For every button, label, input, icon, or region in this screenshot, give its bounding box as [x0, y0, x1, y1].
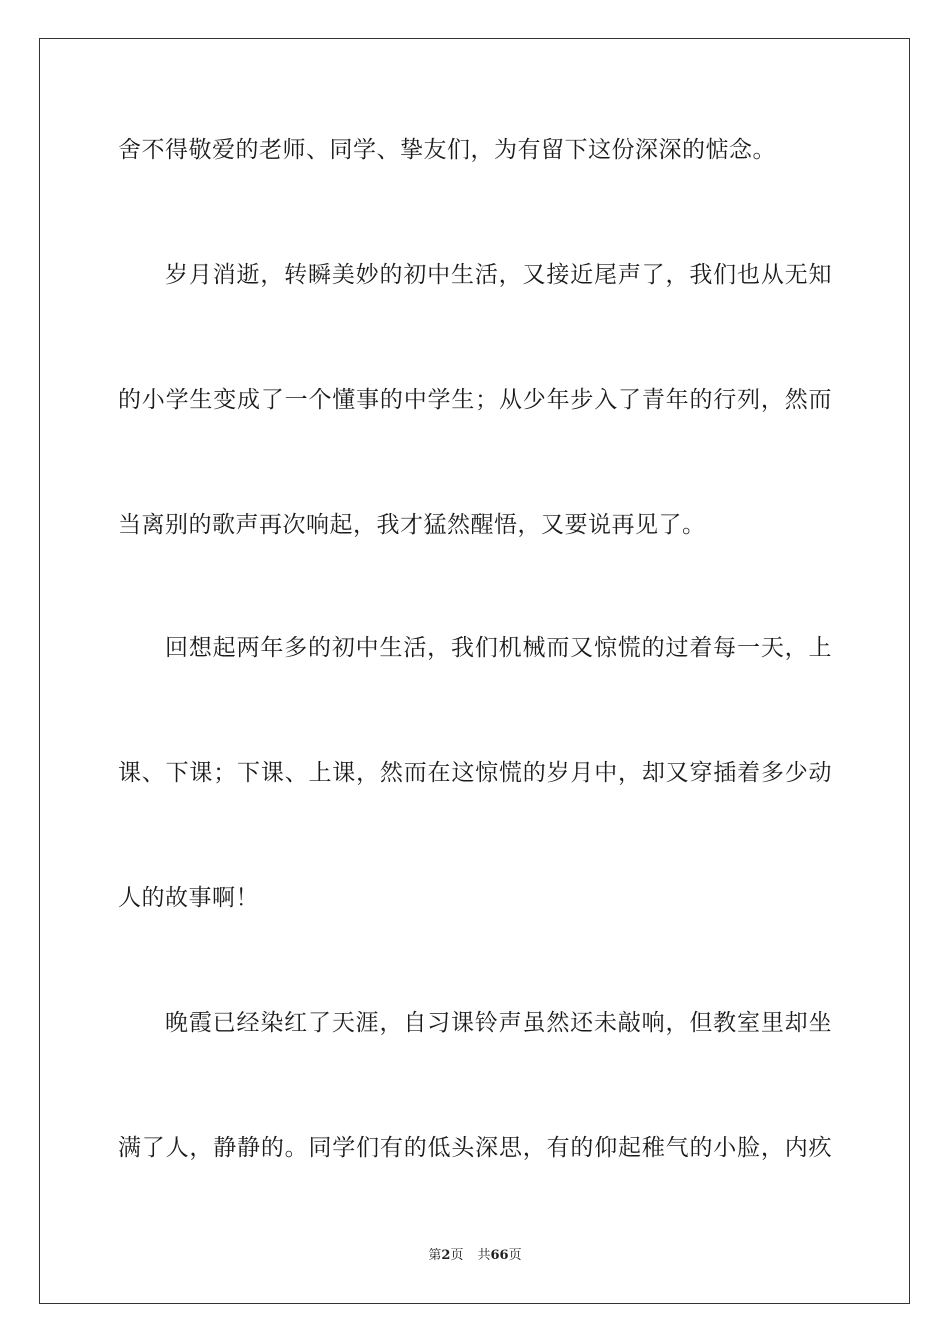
paragraph-line-7: 人的故事啊！ — [118, 885, 259, 911]
paragraph-line-1: 舍不得敬爱的老师、同学、挚友们，为有留下这份深深的惦念。 — [118, 137, 776, 163]
paragraph-line-6: 课、下课；下课、上课，然而在这惊慌的岁月中，却又穿插着多少动 — [118, 760, 832, 786]
page-footer — [0, 1247, 950, 1265]
footer-total-prefix: 共 — [477, 1248, 491, 1263]
paragraph-line-5: 回想起两年多的初中生活，我们机械而又惊慌的过着每一天，上 — [165, 635, 832, 661]
paragraph-line-4: 当离别的歌声再次响起，我才猛然醒悟，又要说再见了。 — [118, 512, 706, 538]
paragraph-line-2: 岁月消逝，转瞬美妙的初中生活，又接近尾声了，我们也从无知 — [165, 262, 832, 288]
paragraph-line-3: 的小学生变成了一个懂事的中学生；从少年步入了青年的行列，然而 — [118, 387, 832, 413]
footer-total-suffix: 页 — [508, 1248, 522, 1263]
footer-page-number: 2 — [441, 1248, 451, 1263]
footer-total-pages: 66 — [490, 1248, 509, 1263]
page-border — [39, 38, 910, 1304]
footer-page-suffix: 页 — [450, 1248, 464, 1263]
footer-page-prefix: 第 — [428, 1248, 442, 1263]
paragraph-line-8: 晚霞已经染红了天涯，自习课铃声虽然还未敲响，但教室里却坐 — [165, 1010, 832, 1036]
paragraph-line-9: 满了人，静静的。同学们有的低头深思，有的仰起稚气的小脸，内疚 — [118, 1135, 832, 1161]
